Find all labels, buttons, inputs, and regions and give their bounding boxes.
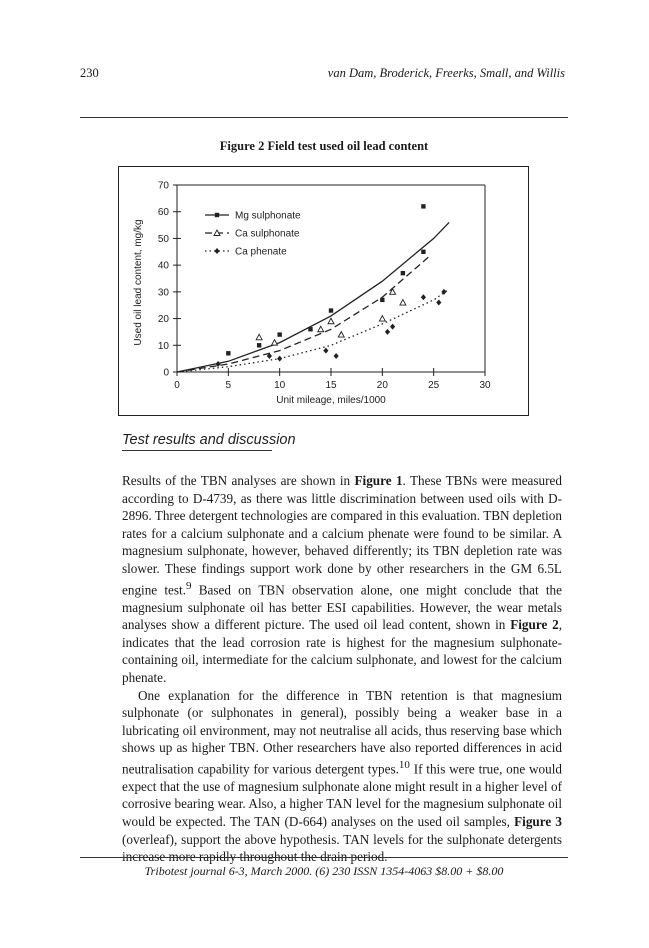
ca-sulphonate-point — [338, 332, 344, 338]
y-tick-label: 40 — [157, 260, 169, 272]
section-heading: Test results and discussion — [122, 432, 296, 448]
mg-sulphonate-point — [421, 250, 425, 254]
mg-sulphonate-point — [277, 332, 281, 336]
citation-10: 10 — [398, 758, 410, 771]
mg-sulphonate-point — [401, 271, 405, 275]
mg-sulphonate-point — [380, 298, 384, 302]
ca-sulphonate-point — [400, 300, 406, 306]
mg-sulphonate-point — [308, 327, 312, 331]
y-tick-label: 10 — [157, 340, 169, 352]
x-tick-label: 15 — [325, 380, 337, 391]
ca-phenate-point — [421, 294, 426, 300]
x-axis-label: Unit mileage, miles/1000 — [276, 395, 386, 406]
y-tick-label: 20 — [157, 314, 169, 326]
ca-phenate-point — [436, 300, 441, 306]
y-tick-label: 0 — [163, 367, 169, 379]
footer: Tribotest journal 6-3, March 2000. (6) 230 ISSN 1354-4063 $8.00 + $8.00 — [144, 864, 504, 878]
lead-content-chart — [119, 167, 530, 417]
x-tick-label: 5 — [225, 380, 232, 391]
ca-sulphonate-point — [318, 326, 324, 332]
running-head: van Dam, Broderick, Freerks, Small, and Willis — [327, 66, 565, 80]
legend-label-ca-sulphonate: Ca sulphonate — [235, 228, 300, 240]
ca-phenate-point — [334, 353, 339, 359]
y-axis-label: Used oil lead content, mg/kg — [133, 219, 144, 346]
legend-label-mg-sulphonate: Mg sulphonate — [235, 210, 301, 222]
footer-rule — [80, 857, 568, 858]
page-number: 230 — [80, 66, 99, 80]
figure-caption: Figure 2 Field test used oil lead content — [219, 139, 429, 153]
body-text — [122, 472, 562, 866]
ca-phenate-point — [323, 348, 328, 354]
y-tick-label: 70 — [157, 180, 169, 192]
figure-3-ref: Figure 3 — [514, 814, 562, 830]
mg-sulphonate-point — [257, 343, 261, 347]
ca-phenate-point — [277, 356, 282, 362]
y-tick-label: 60 — [157, 207, 169, 219]
paragraph-2: One explanation for the difference in TBN retention is that magnesium sulphonate (or sulphonates in general), possibly being a weaker base in a lubricating oil environment, may not neutralise all acids, thus reserving base which shows up as higher TBN. Other researchers have also reported differences in acid neutralisation capability for various detergent types.$^{10}$ If this were true, one would expect that the use of magnesium sulphonate alone might result in a higher level of corrosive bearing wear. Also, a higher TAN level for the magnesium sulphonate oil would be expected. The TAN (D-664) analyses on the used oil samples, Figure 3 (overleaf), support the above hypothesis. TAN levels for the sulphonate detergents increase more rapidly throughout the drain period. — [122, 687, 562, 865]
ca-phenate-fit-line — [177, 289, 449, 372]
ca-phenate-point — [390, 324, 395, 330]
x-tick-label: 0 — [174, 380, 180, 391]
ca-sulphonate-point — [272, 340, 278, 346]
ca-sulphonate-point — [256, 334, 262, 340]
ca-phenate-point — [385, 329, 390, 335]
figure-1-ref: Figure 1 — [354, 473, 403, 488]
ca-sulphonate-point — [379, 316, 385, 322]
legend-marker-ca-phenate — [214, 248, 219, 254]
figure-frame — [118, 166, 529, 416]
y-tick-label: 50 — [157, 233, 169, 245]
mg-sulphonate-fit-line — [177, 222, 449, 372]
mg-sulphonate-point — [421, 204, 425, 208]
mg-sulphonate-point — [226, 351, 230, 355]
x-tick-label: 20 — [376, 380, 388, 391]
x-tick-label: 10 — [274, 380, 286, 391]
figure-2-ref: Figure 2 — [510, 617, 559, 633]
header-rule — [80, 117, 568, 118]
legend-marker-mg-sulphonate — [215, 213, 219, 217]
y-tick-label: 30 — [157, 287, 169, 299]
ca-sulphonate-point — [328, 318, 334, 324]
legend-label-ca-phenate: Ca phenate — [235, 246, 287, 258]
mg-sulphonate-point — [329, 308, 333, 312]
paragraph-1: Results of the TBN analyses are shown in Figure 1. These TBNs were measured according to D-4739, as there was little discrimination between used oils with D-2896. Three detergent technologies are compared in this evaluation. TBN depletion rates for a calcium sulphonate and a calcium phenate were found to be similar. A magnesium sulphonate, however, behaved differently; its TBN depletion rate was slower. These findings support work done by other researchers in the GM 6.5L engine test.$^9$ Based on TBN observation alone, one might conclude that the magnesium sulphonate oil has better ESI capabilities. However, the wear metals analyses show a different picture. The used oil lead content, shown in Figure 2, indicates that the lead corrosion rate is highest for the magnesium sulphonate-containing oil, intermediate for the calcium sulphonate, and lowest for the calcium phenate. — [122, 473, 563, 685]
citation-9: 9 — [186, 579, 192, 592]
x-tick-label: 25 — [428, 380, 440, 391]
section-underline — [122, 450, 272, 451]
x-tick-label: 30 — [479, 380, 491, 391]
